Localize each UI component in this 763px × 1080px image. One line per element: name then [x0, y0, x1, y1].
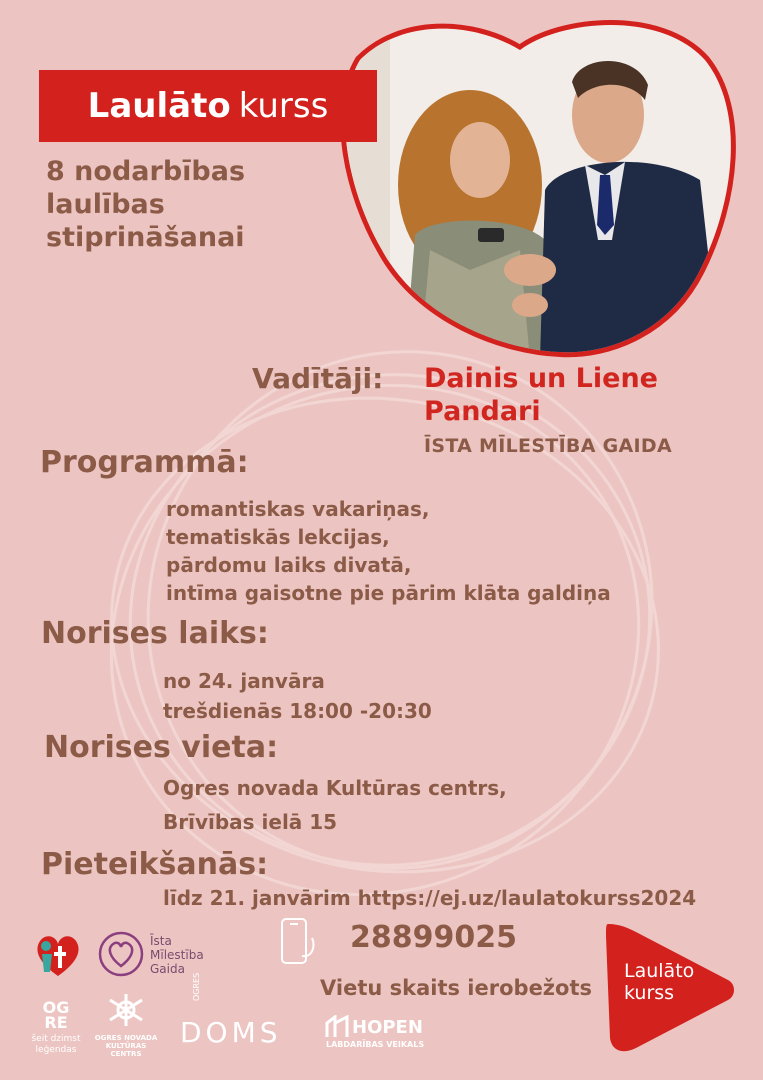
place-heading: Norises vieta:: [44, 730, 279, 765]
phone-number[interactable]: 28899025: [350, 920, 517, 955]
program-list: [166, 495, 611, 607]
program-heading: Programmā:: [40, 445, 249, 480]
corner-logo-line: kurss: [624, 982, 675, 1004]
limited-seats-note: Vietu skaits ierobežots: [320, 976, 592, 1000]
subtitle-line: laulības: [46, 189, 165, 220]
title-bold: Laulāto: [87, 86, 231, 126]
place-line: Brīvības ielā 15: [163, 810, 338, 834]
signup-heading: Pieteikšanās:: [41, 847, 269, 882]
ogre-tagline: [26, 1034, 86, 1056]
leaders-names: [424, 362, 658, 428]
title-light: kurss: [238, 86, 329, 126]
leaders-organization: ĪSTA MĪLESTĪBA GAIDA: [424, 435, 672, 457]
phone-icon: [278, 916, 320, 972]
time-heading: Norises laiks:: [41, 616, 269, 651]
ogre-tagline-line: leģendas: [35, 1045, 77, 1055]
ima-logo-icon: [97, 930, 145, 978]
time-details: [163, 666, 432, 726]
time-line: trešdienās 18:00 -20:30: [163, 699, 432, 723]
okc-logo-text: [92, 1034, 160, 1058]
hopen-house-icon: [325, 1015, 355, 1039]
ima-logo-line: Īsta: [150, 934, 172, 948]
hopen-subtitle: LABDARĪBAS VEIKALS: [326, 1040, 425, 1049]
ogre-logo-line: RE: [44, 1013, 68, 1032]
leaders-name-line: Pandari: [424, 396, 541, 427]
program-item: romantiskas vakariņas,: [166, 497, 430, 521]
corner-logo-line: Laulāto: [624, 960, 695, 982]
okc-logo-line: OGRES NOVADA: [94, 1034, 158, 1042]
hopen-logo-text: HOPEN: [352, 1017, 423, 1038]
corner-logo-text: [624, 960, 694, 1004]
subtitle-line: 8 nodarbības: [46, 156, 246, 187]
ima-logo-line: Gaida: [150, 962, 185, 976]
signup-line[interactable]: līdz 21. janvārim https://ej.uz/laulatokurss2024: [163, 886, 697, 910]
doms-logo-text: DOMS: [180, 1016, 282, 1049]
ogre-logo: [38, 1000, 74, 1030]
okc-logo-icon: [100, 990, 152, 1030]
subtitle-line: stiprināšanai: [46, 222, 245, 253]
program-item: tematiskās lekcijas,: [166, 525, 390, 549]
leaders-name-line: Dainis un Liene: [424, 363, 658, 394]
okc-logo-line: KULTŪRAS CENTRS: [105, 1042, 147, 1058]
subtitle: [46, 155, 346, 254]
ogre-tagline-line: šeit dzimst: [31, 1034, 81, 1044]
program-item: intīma gaisotne pie pārim klāta galdiņa: [166, 581, 611, 605]
ogre-logo-line: OG: [42, 998, 70, 1017]
ima-logo-line: Mīlestība: [150, 948, 204, 962]
leaders-label: Vadītāji:: [252, 362, 384, 395]
program-item: pārdomu laiks divatā,: [166, 553, 412, 577]
ima-logo-text: [150, 934, 204, 976]
doms-small-text: OGRES: [192, 972, 201, 1001]
family-heart-logo-icon: [30, 928, 86, 980]
place-line: Ogres novada Kultūras centrs,: [163, 776, 507, 800]
course-title-badge: [39, 70, 377, 142]
time-line: no 24. janvāra: [163, 669, 325, 693]
